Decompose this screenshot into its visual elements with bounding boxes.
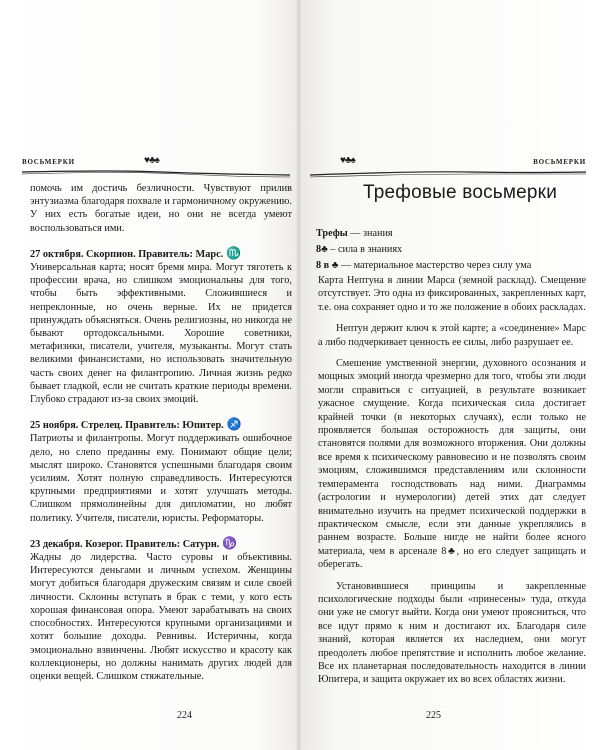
right-body-text: [318, 274, 586, 687]
keyword-definition: — материальное мастерство через силу ума: [338, 260, 532, 271]
keyword-definition: – сила в знаниях: [327, 244, 403, 255]
suits-ornament: ♥♣♠: [340, 155, 355, 166]
club-icon: ♣: [331, 260, 339, 271]
page-number-left: 224: [177, 710, 192, 721]
body-paragraph: Нептун держит ключ к этой карте; а «соединение» Марс а либо подчеркивает ценность ее силы, либо разрушает ее.: [318, 323, 586, 348]
suits-ornament: ♥♣♠: [144, 155, 159, 166]
entry-heading: [30, 537, 292, 551]
scorpio-symbol: ♏: [226, 245, 242, 260]
body-paragraph: Установившиеся принципы и закрепленные психологические подходы были «принесены» туда, откуда они уже не смогут выйти. Когда они умеют проясниться, что все идут прямо к ним и достигают их. Благодаря силе знаний, которая является их наследием, они могут преодолеть любое препятствие и исполнить любое желание. Все их планетарная последовательность находится в линии Юпитера, и защита окружает их во всех областях жизни.: [318, 580, 586, 686]
entry-heading: [30, 418, 292, 432]
sagittarius-symbol: ♐: [226, 417, 242, 432]
entry-body: Патриоты и филантропы. Могут поддерживать ошибочное дело, но слепо преданны ему. Понимают общие цели; мыслят широко. Становятся успешными благодаря своим усилиям. Хотят полную справедливость. Интересуются крупными предприятиями и хотят улучшать методы. Слишком прямолинейны для дипломатии, но любят политику. Учителя, писатели, юристы. Реформаторы.: [30, 433, 292, 524]
entry-heading: [30, 247, 292, 261]
body-paragraph: Смешение умственной энергии, духовного осознания и мощных эмоций иногда чрезмерно для того, чтобы эти люди могли справиться с ситуацией, в результате возникает ужасное смущение. Когда психическая сила достигает крайней точки (в некоторых случаях), если только не проявляется большая осторожность для защиты, они становятся полями для возможного вторжения. Они должны все время к психическому равновесию и не позволять своим эмоциям, сложившимся представлениям или склонности темперамента господствовать над ними. Диаграммы (астрологии и нумерологии) детей этих дат следует внимательно изучить на предмет психической поддержки в практическом смысле, если эти данные укреплялись в раннем возрасте. Больше нигде не найти более ясного материала, чем в арсенале 8♣, но его следует защищать и оберегать.: [318, 358, 586, 571]
entry-body: Универсальная карта; носят бремя мира. Могут тяготеть к профессии врача, но слишком эмоциональны для того, чтобы быть эффективными. Сложившиеся и непреклонные, но очень верные. Их не придется принуждать объясняться. Очень религиозны, но никогда не бывают ортодоксальными. Хорошие советники, метафизики, писатели, учителя, музыканты. Могут стать великими финансистами, но использовать значительную часть своих денег на филантропию. Личная жизнь редко бывает гладкой, если не считать краткие периоды времени. Глубоко страдают из-за своих эмоций.: [30, 262, 292, 406]
right-page: [300, 0, 600, 750]
club-icon: ♣: [321, 244, 328, 255]
keyword-line: [316, 242, 586, 258]
capricorn-symbol: ♑: [222, 535, 238, 550]
running-header-title: восьмерки: [533, 156, 586, 167]
chapter-title: Трефовые восьмерки: [362, 182, 558, 203]
keyword-line: [316, 258, 586, 274]
keyword-line: [316, 226, 586, 242]
header-swoosh: [310, 166, 586, 180]
header-swoosh: [22, 166, 290, 180]
keyword-term: 8 в: [316, 260, 332, 271]
entry-heading-text: 25 ноября. Стрелец. Правитель: Юпитер.: [30, 420, 224, 432]
page-number-right: 225: [426, 710, 441, 721]
entry-heading-text: 27 октября. Скорпион. Правитель: Марс.: [30, 248, 224, 260]
keyword-definition: — знания: [347, 228, 393, 239]
running-header-right: [310, 156, 586, 178]
running-header-title: восьмерки: [22, 156, 75, 167]
entry-body: Жадны до лидерства. Часто суровы и объективны. Интересуются деньгами и личным успехом. Женщины могут добиться благодаря дружеским связям и силе своей личности. Склонны вступать в брак с теми, у кого есть хорошая финансовая опора. Умеют зарабатывать на своих способностях. Интересуются крупными организациями и хотят большие доходы. Ревнивы. Истеричны, когда эмоционально взвинчены. Любят искусство и красоту как коллекционеры, но должны нанимать других людей для оценки вещей. Слишком стяжательные.: [30, 552, 292, 682]
keywords-block: [316, 226, 586, 274]
running-header-left: [22, 156, 290, 178]
entry-heading-text: 23 декабря. Козерог. Правитель: Сатурн.: [30, 538, 220, 550]
body-paragraph: Карта Нептуна в линии Марса (земной расклад). Смещение отсутствует. Это одна из фиксированных, закрепленных карт, т.е. она сохраняет одно и то же положение в обоих раскладах.: [318, 275, 586, 313]
keyword-term: 8: [316, 244, 322, 255]
left-body-text: [30, 182, 292, 683]
keyword-term: Трефы: [316, 228, 348, 239]
continuation-paragraph: помочь им достичь безличности. Чувствуют прилив энтузиазма благодаря похвале и гармоничному окружению. У них есть богатые идеи, но они не всегда умеют воспользоваться ими.: [30, 183, 292, 234]
